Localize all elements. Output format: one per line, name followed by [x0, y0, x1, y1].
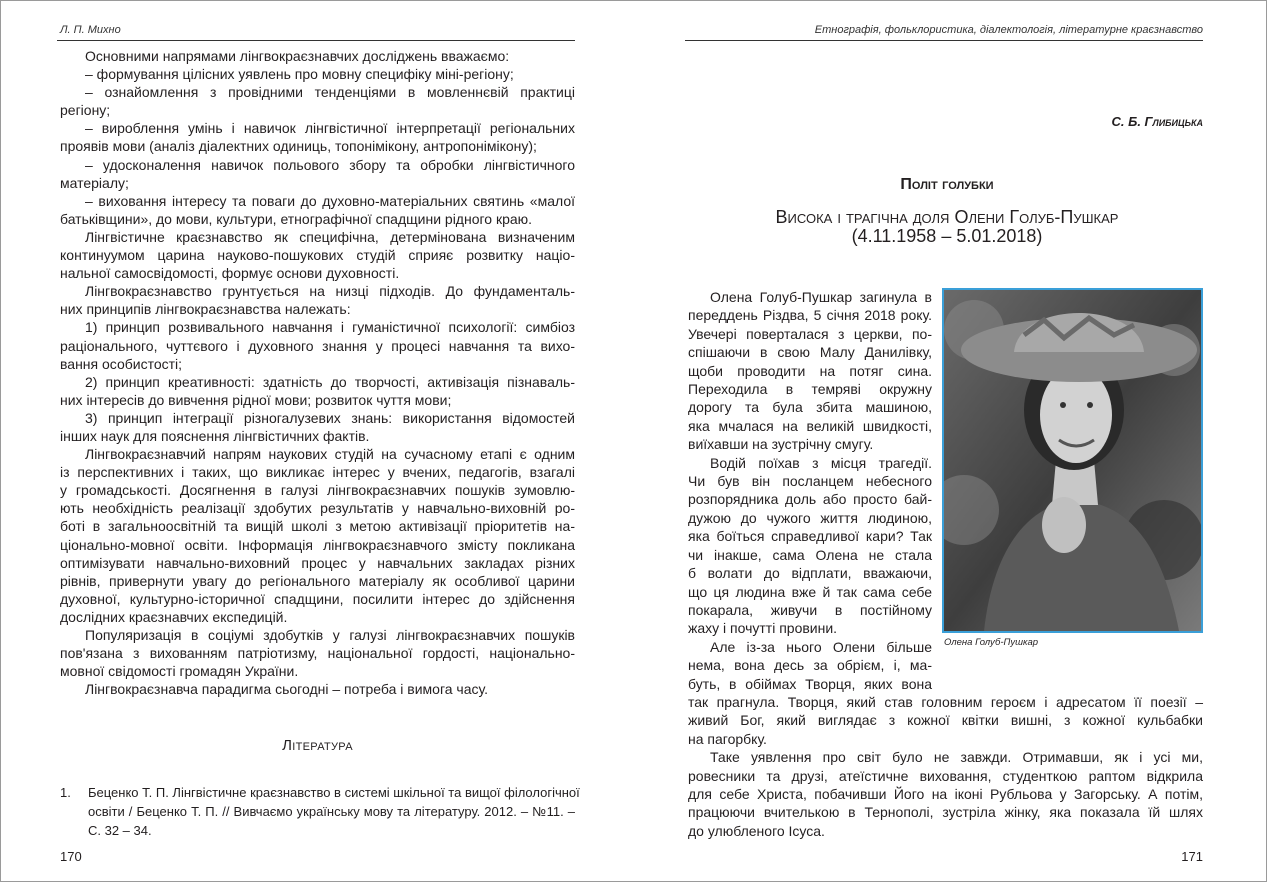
text-line: – формування цілісних уявлень про мовну специфіку міні-регіону; — [85, 66, 514, 83]
text-line: – вироблення умінь і навичок лінгвістичної інтерпретації регіональних — [85, 120, 575, 137]
text-line: Водій поїхав з місця трагедії. — [710, 454, 932, 471]
article-author: С. Б. Глибицька — [1111, 114, 1203, 129]
text-line: них принципів лінгвокраєзнавства належать: — [60, 301, 351, 318]
text-line: для себе Христа, побачивши Його на іконі Рубльова у Загорську. А потім, — [688, 786, 1203, 803]
text-line: яка мчалася на великій швидкості, — [688, 417, 932, 434]
text-line: 3) принцип інтеграції різногалузевих знань: використання відомостей — [85, 409, 575, 426]
text-line: – виховання інтересу та поваги до духовно-матеріальних святинь «малої — [85, 192, 575, 209]
text-line: переддень Різдва, 5 січня 2018 року. — [688, 307, 932, 324]
article-subtitle — [688, 208, 1206, 246]
right-running-head: Етнографія, фольклористика, діалектологія, літературне краєзнавство — [814, 24, 1203, 36]
text-line: дужою до чужого життя людиною, — [688, 509, 932, 526]
left-header-rule — [57, 40, 575, 41]
subtitle-dates: (4.11.1958 – 5.01.2018) — [851, 226, 1043, 246]
left-body-text — [60, 47, 575, 698]
text-line: 2) принцип креативності: здатність до творчості, активізація пізнаваль- — [85, 373, 575, 390]
reference-line: Беценко Т. П. Лінгвістичне краєзнавство в системі шкільної та вищої філологічної — [88, 785, 580, 800]
left-page-number: 170 — [60, 849, 82, 864]
literature-heading: Література — [282, 737, 353, 754]
right-body-narrow — [688, 288, 932, 693]
reference-item — [60, 783, 580, 840]
text-line: покарала, живучи в постійному — [688, 601, 932, 618]
text-line: них інтересів до вивчення рідної мови; розвиток чуття мови; — [60, 391, 452, 408]
text-line: б волати до відплати, вважаючи, — [688, 565, 932, 582]
text-line: із перспективних і таких, що викликає інтерес у вчених, педагогів, взагалі — [60, 464, 575, 481]
text-line: Лінгвокраєзнавство грунтується на низці підходів. До фундаменталь- — [85, 283, 575, 300]
reference-line: С. 32 – 34. — [88, 823, 152, 838]
text-line: Популяризація в соціумі здобутків у галузі лінгвокраєзнавчих пошуків — [85, 627, 575, 643]
text-line: щоби проводити на потяг сина. — [688, 362, 932, 379]
text-line: континуумом царина науково-пошукових студій сприяє розвитку націо- — [60, 247, 575, 264]
text-line: батьківщини», до мови, культури, етнографічної спадщини рідного краю. — [60, 210, 533, 227]
text-line: інших наук для пояснення лінгвістичних фактів. — [60, 427, 370, 444]
text-line: регіону; — [60, 102, 111, 119]
text-line: боті в загальноосвітній та вищій школі з метою активізації пріоритетів на- — [60, 518, 575, 535]
text-line: дорогу та була збита машиною, — [688, 399, 932, 416]
text-line: нема, вона десь за обрієм, і, ма- — [688, 657, 932, 674]
text-line: мовної свідомості громадян України. — [60, 663, 299, 680]
text-line: у громадськості. Досягнення в галузі лінгвокраєзнавчих пошуків зумовлю- — [60, 482, 575, 499]
portrait-photo — [942, 288, 1203, 633]
portrait-image — [944, 290, 1201, 631]
text-line: проявів мови (аналіз діалектних одиниць, топонімікону, антропонімікону); — [60, 138, 537, 155]
text-line: розпорядника доль або просто бай- — [688, 491, 932, 508]
text-line: раціонального, чуттєвого і духовного знання у процесі навчання та вихо- — [60, 337, 575, 354]
text-line: Олена Голуб-Пушкар загинула в — [710, 289, 932, 305]
text-line: до улюбленого Ісуса. — [688, 822, 825, 839]
text-line: ють необхідність реалізації здобутих результатів у навчально-виховній ро- — [60, 500, 575, 517]
text-line: Лінгвокраєзнавчий напрям наукових студій на сучасному етапі є одним — [85, 446, 575, 463]
text-line: Чи був він посланцем небесного — [688, 473, 932, 490]
right-body-wide — [688, 693, 1203, 840]
text-line: спішаючи в свою Малу Данилівку, — [688, 344, 932, 361]
text-line: на пагорбку. — [688, 730, 767, 747]
text-line: нальної самосвідомості, формує основи духовності. — [60, 265, 400, 282]
text-line: духовної, культурно-історичної спадщини, посилити інтерес до здійснення — [60, 590, 575, 607]
reference-line: освіти / Беценко Т. П. // Вивчаємо українську мову та літературу. 2012. – №11. – — [88, 804, 575, 819]
photo-caption: Олена Голуб-Пушкар — [944, 637, 1039, 648]
text-line: дослідних краєзнавчих експедицій. — [60, 608, 288, 625]
text-line: 1) принцип розвивального навчання і гуманістичної психології: симбіоз — [85, 319, 575, 336]
text-line: ціонально-мовної освіти. Інформація лінгвокраєзнавчого змісту покликана — [60, 536, 575, 553]
right-header-rule — [685, 40, 1203, 41]
text-line: яка боїться справедливої кари? Так — [688, 528, 932, 545]
text-line: жаху і почутті провини. — [688, 620, 838, 637]
text-line: так прагнула. Творця, який став головним героєм і адресатом її поезії – — [688, 694, 1203, 710]
text-line: оптимізувати навчально-виховний процес у навчальних закладах різних — [60, 554, 575, 571]
reference-number: 1. — [60, 785, 71, 800]
text-line: Переходила в темряві окружну — [688, 381, 932, 398]
text-line: вання особистості; — [60, 355, 183, 372]
text-line: пов'язана з вихованням патріотизму, національної гордості, національно- — [60, 645, 575, 662]
text-line: – ознайомлення з провідними тенденціями в мовленнєвій практиці — [85, 84, 575, 101]
text-line: буть, в обіймах Творця, яких вона — [688, 675, 932, 692]
text-line: Лінгвістичне краєзнавство як специфічна, детермінована визначеним — [85, 228, 575, 245]
text-line: Але із-за нього Олени більше — [710, 638, 932, 655]
text-line: що ця людина вже й так сама себе — [688, 583, 932, 600]
reference-text — [88, 783, 580, 840]
text-line: ровесники та друзі, атеїстичне виховання, студенткою раптом відкрила — [688, 767, 1203, 784]
left-running-head: Л. П. Михно — [60, 24, 121, 36]
text-line: матеріалу; — [60, 174, 129, 191]
text-line: чи інакше, сама Олена не стала — [688, 546, 932, 563]
text-line: живий Бог, який виглядає з кожної квітки вишні, з кожної кульбабки — [688, 712, 1203, 729]
text-line: Увечері поверталася з церкви, по- — [688, 325, 932, 342]
article-title: Політ голубки — [900, 176, 994, 193]
right-page-number: 171 — [1181, 849, 1203, 864]
text-line: виїхавши на зустрічну смугу. — [688, 436, 874, 453]
text-line: Основними напрямами лінгвокраєзнавчих досліджень вважаємо: — [85, 48, 510, 64]
text-line: Лінгвокраєзнавча парадигма сьогодні – потреба і вимога часу. — [85, 681, 488, 698]
text-line: працюючи вчителькою в Тернополі, зустріла жінку, яка показала їй шлях — [688, 804, 1203, 821]
text-line: – удосконалення навичок польового збору та обробки лінгвістичного — [85, 156, 575, 173]
text-line: Таке уявлення про світ було не завжди. Отримавши, як і усі ми, — [710, 749, 1203, 766]
subtitle-line: Висока і трагічна доля Олени Голуб-Пушкар — [775, 207, 1119, 227]
text-line: рівнів, привернути увагу до регіонального матеріалу як особливої царини — [60, 572, 575, 589]
